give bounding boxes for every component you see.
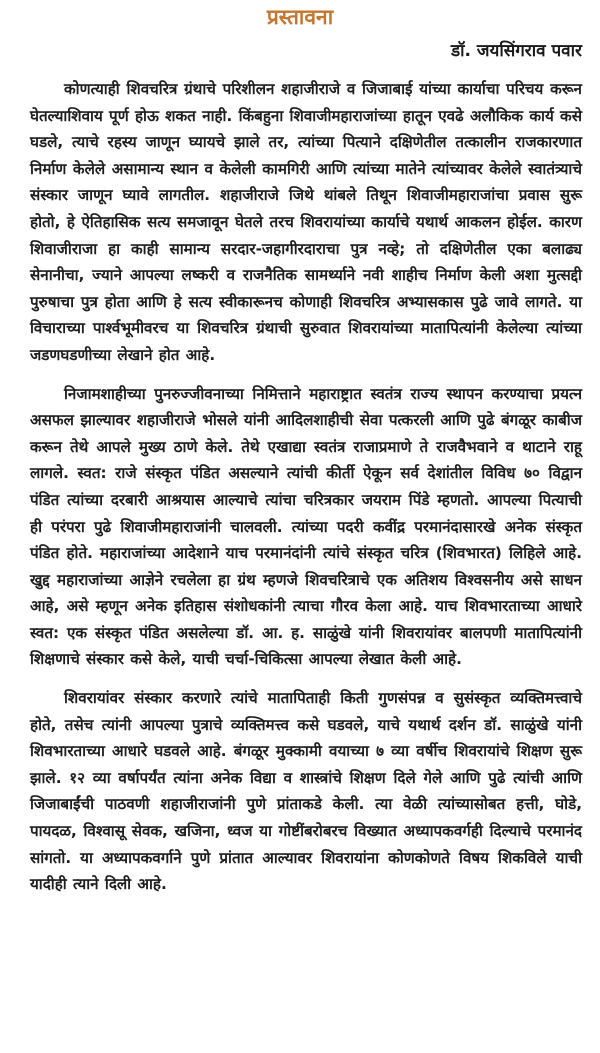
paragraph-3: शिवरायांवर संस्कार करणारे त्यांचे मातापिताही किती गुणसंपन्न व सुसंस्कृत व्यक्तिमत्त्वाचे होते, तसेच त्यांनी आपल्या पुत्राचे व्यक्तिमत्त्व कसे घडवले, याचे यथार्थ दर्शन डॉ. साळुंखे यांनी शिवभारताच्या आधारे घडवले आहे. बंगळूर मुक्कामी वयाच्या ७ व्या वर्षीच शिवरायांचे शिक्षण सुरू झाले. १२ व्या वर्षापर्यंत त्यांना अनेक विद्या व शास्त्रांचे शिक्षण दिले गेले आणि पुढे त्यांची आणि जिजाबाईंची पाठवणी शहाजीराजांनी पुणे प्रांताकडे केली. त्या वेळी त्यांच्यासोबत हत्ती, घोडे, पायदळ, विश्वासू सेवक, खजिना, ध्वज या गोष्टींबरोबरच विख्यात अध्यापकवर्गही दिल्याचे परमानंद सांगतो. या अध्यापकवर्गाने पुणे प्रांतात आल्यावर शिवरायांना कोणकोणते विषय शिकविले याची यादीही त्याने दिली आहे.: [30, 689, 582, 894]
paragraph-2: निजामशाहीच्या पुनरुज्जीवनाच्या निमित्ताने महाराष्ट्रात स्वतंत्र राज्य स्थापन करण्याचा प्रयत्न असफल झाल्यावर शहाजीराजे भोसले यांनी आदिलशाहीची सेवा पत्करली आणि पुढे बंगळूर काबीज करून तेथे आपले मुख्य ठाणे केले. तेथे एखाद्या स्वतंत्र राजाप्रमाणे ते राजवैभवाने व थाटाने राहू लागले. स्वत: राजे संस्कृत पंडित असल्याने त्यांची कीर्ती ऐकून सर्व देशांतील विविध ७० विद्वान पंडित त्यांच्या दरबारी आश्रयास आल्याचे त्यांचा चरित्रकार जयराम पिंडे म्हणतो. आपल्या पित्याची ही परंपरा पुढे शिवाजीमहाराजांनी चालवली. त्यांच्या पदरी कवींद्र परमानंदासारखे अनेक संस्कृत पंडित होते. महाराजांच्या आदेशाने याच परमानंदांनी त्यांचे संस्कृत चरित्र (शिवभारत) लिहिले आहे. खुद्द महाराजांच्या आज्ञेने रचलेला हा ग्रंथ म्हणजे शिवचरित्राचे एक अतिशय विश्वसनीय असे साधन आहे, असे म्हणून अनेक इतिहास संशोधकांनी त्याचा गौरव केला आहे. याच शिवभारताच्या आधारे स्वत: एक संस्कृत पंडित असलेल्या डॉ. आ. ह. साळुंखे यांनी शिवरायांवर बालपणी मातापित्यांनी शिक्षणाचे संस्कार कसे केले, याची चर्चा-चिकित्सा आपल्या लेखात केली आहे.: [30, 384, 582, 669]
paragraph-1: कोणत्याही शिवचरित्र ग्रंथाचे परिशीलन शहाजीराजे व जिजाबाई यांच्या कार्याचा परिचय करून घेतल्याशिवाय पूर्ण होऊ शकत नाही. किंबहुना शिवाजीमहाराजांच्या हातून एवढे अलौकिक कार्य कसे घडले, त्याचे रहस्य जाणून घ्यायचे झाले तर, त्यांच्या पित्याने दक्षिणेतील तत्कालीन राजकारणात निर्माण केलेले असामान्य स्थान व केलेली कामगिरी आणि त्यांच्या मातेने त्यांच्यावर केलेले स्वातंत्र्याचे संस्कार जाणून घ्यावे लागतील. शहाजीराजे जिथे थांबले तिथून शिवाजीमहाराजांचा प्रवास सुरू होतो, हे ऐतिहासिक सत्य समजावून घेतले तरच शिवरायांच्या कार्याचे यथार्थ आकलन होईल. कारण शिवाजीराजा हा काही सामान्य सरदार-जहागीरदाराचा पुत्र नव्हे; तो दक्षिणेतील एका बलाढ्य सेनानीचा, ज्याने आपल्या लष्करी व राजनैतिक सामर्थ्याने नवी शाहीच निर्माण केली अशा मुत्सद्दी पुरुषाचा पुत्र होता आणि हे सत्य स्वीकारूनच कोणाही शिवचरित्र अभ्यासकास पुढे जावे लागते. या विचाराच्या पार्श्वभूमीवरच या शिवचरित्र ग्रंथाची सुरुवात शिवरायांच्या मातापित्यांनी केलेल्या त्यांच्या जडणघडणीच्या लेखाने होत आहे.: [30, 80, 582, 364]
page-title: प्रस्तावना: [266, 5, 334, 29]
author-name: डॉ. जयसिंगराव पवार: [450, 41, 582, 61]
body-text: [30, 76, 582, 910]
